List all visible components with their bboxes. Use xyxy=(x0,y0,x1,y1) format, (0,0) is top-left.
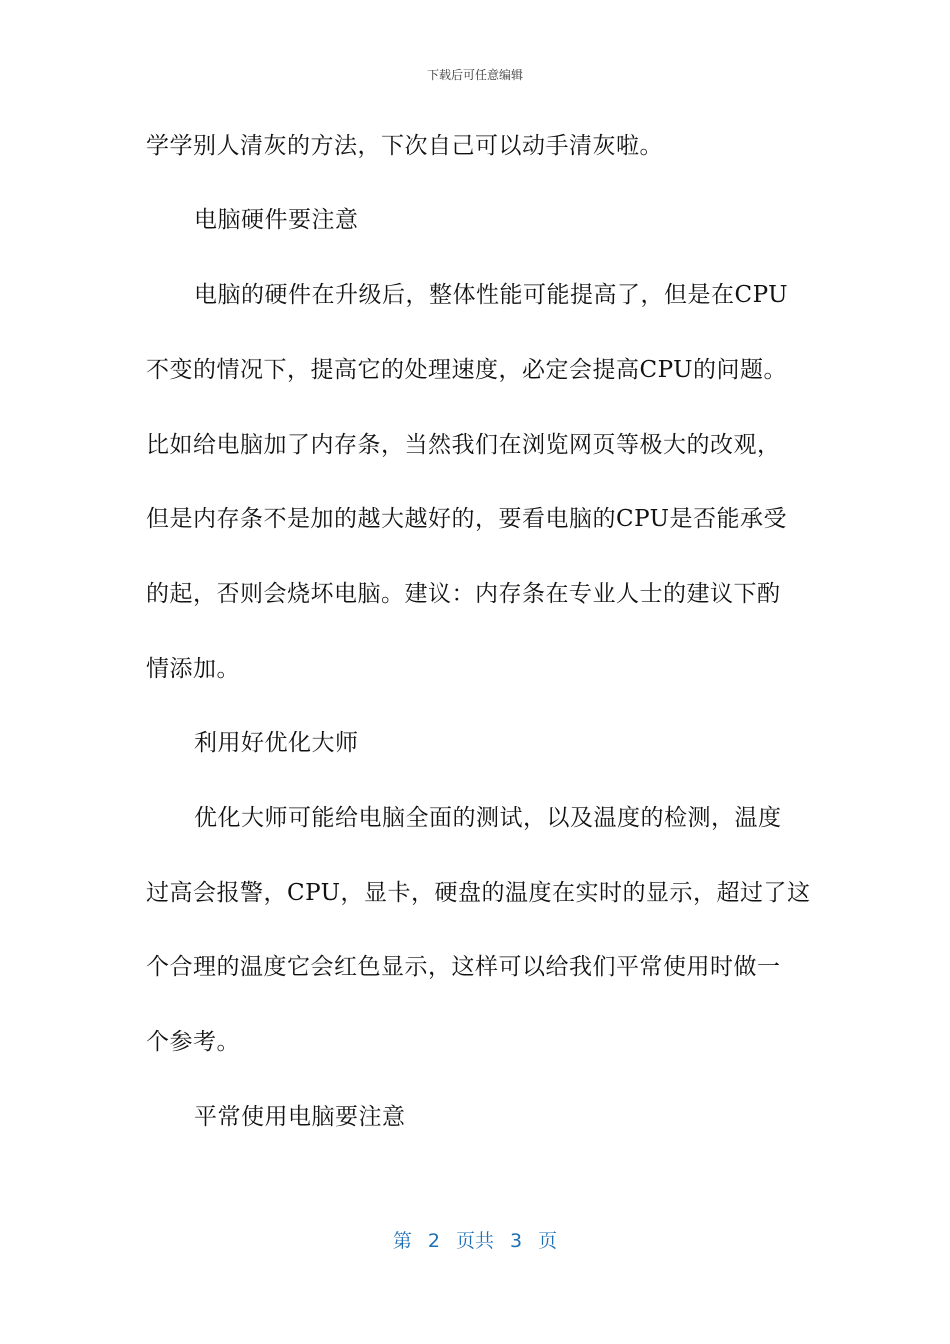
page-header: 下载后可任意编辑 xyxy=(426,68,523,82)
footer-suffix: 页 xyxy=(538,1230,558,1252)
footer-page-total: 3 xyxy=(510,1230,523,1252)
body-line: 过高会报警，CPU，显卡，硬盘的温度在实时的显示，超过了这 xyxy=(146,880,811,906)
footer-middle: 页共 xyxy=(455,1230,494,1252)
body-line: 的起，否则会烧坏电脑。建议：内存条在专业人士的建议下酌 xyxy=(146,581,781,607)
body-line: 电脑的硬件在升级后，整体性能可能提高了，但是在CPU xyxy=(194,282,789,308)
body-line: 比如给电脑加了内存条，当然我们在浏览网页等极大的改观， xyxy=(146,432,781,458)
footer-page-number: 2 xyxy=(427,1230,440,1252)
body-line: 但是内存条不是加的越大越好的，要看电脑的CPU是否能承受 xyxy=(146,506,788,532)
body-line: 个参考。 xyxy=(146,1029,240,1055)
section-heading-optimizer: 利用好优化大师 xyxy=(194,730,359,756)
page-footer xyxy=(0,1226,950,1253)
section-heading-usage: 平常使用电脑要注意 xyxy=(194,1104,406,1130)
body-line: 情添加。 xyxy=(146,656,240,682)
footer-prefix: 第 xyxy=(392,1230,412,1252)
body-line: 优化大师可能给电脑全面的测试，以及温度的检测，温度 xyxy=(194,805,782,831)
body-line: 个合理的温度它会红色显示，这样可以给我们平常使用时做一 xyxy=(146,954,781,980)
body-line: 不变的情况下，提高它的处理速度，必定会提高CPU的问题。 xyxy=(146,357,788,383)
body-line: 学学别人清灰的方法，下次自己可以动手清灰啦。 xyxy=(146,133,663,159)
section-heading-hardware: 电脑硬件要注意 xyxy=(194,207,359,233)
